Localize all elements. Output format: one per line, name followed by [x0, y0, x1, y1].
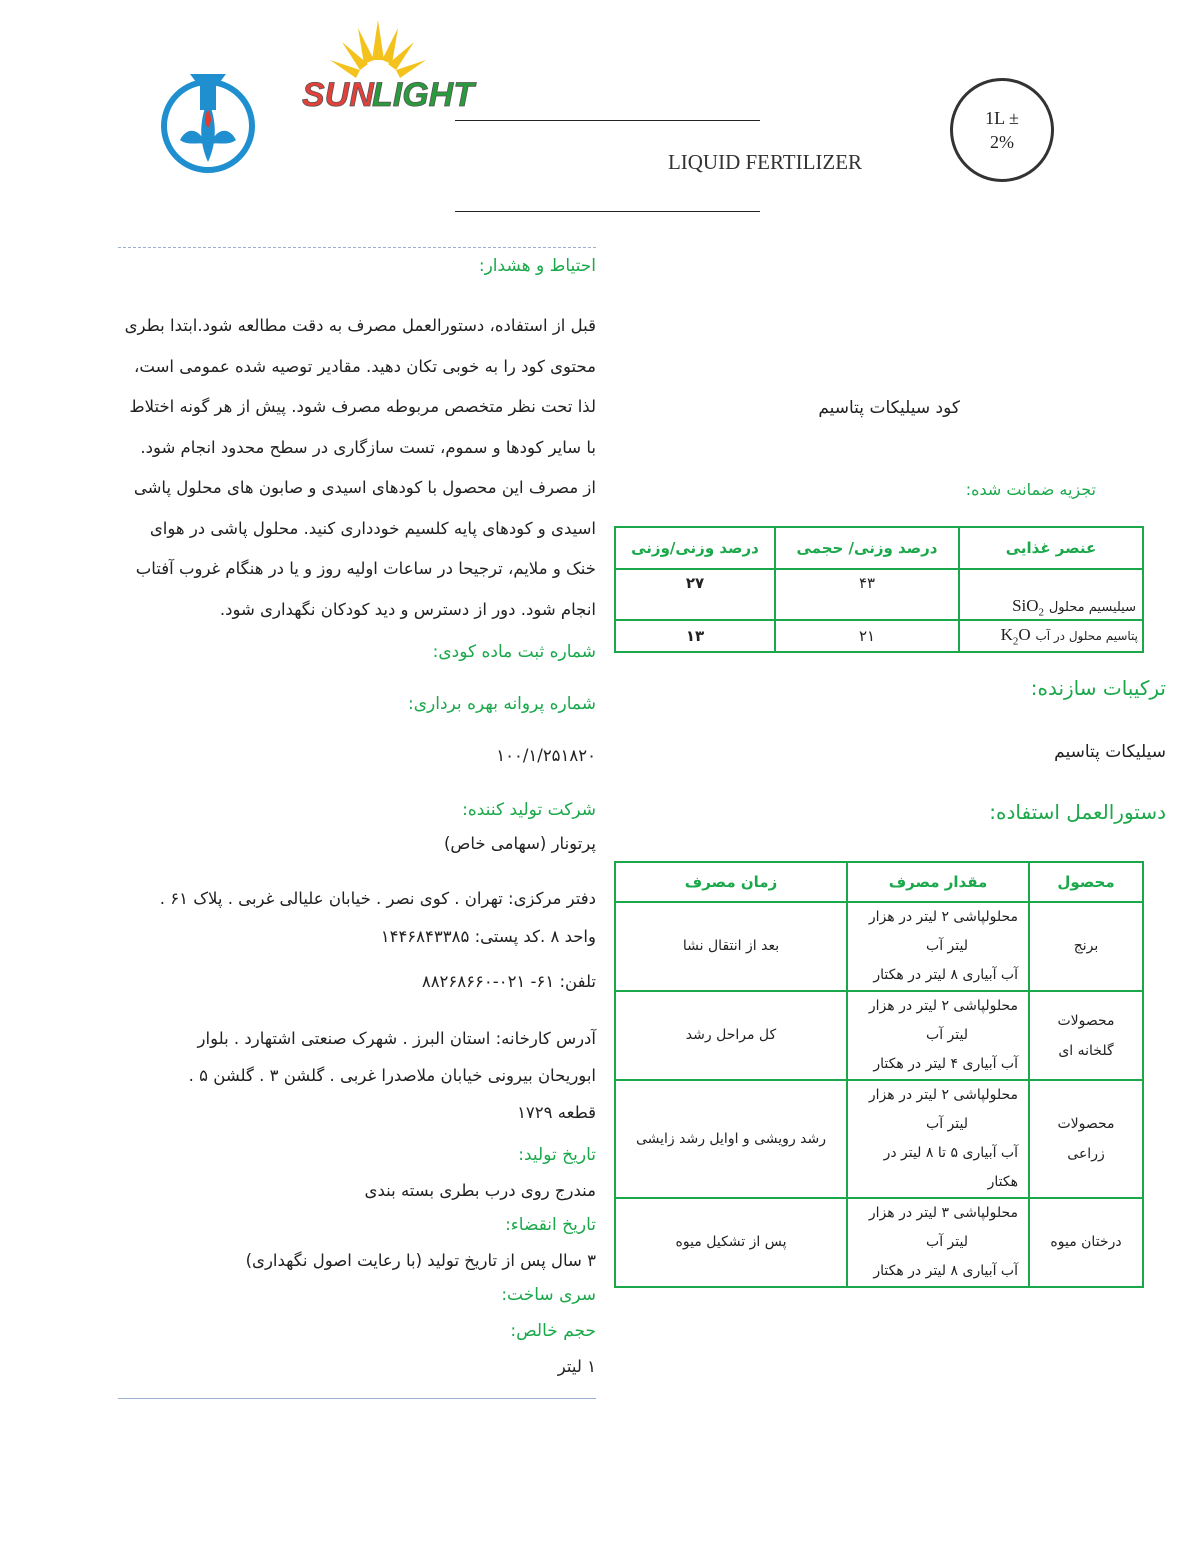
amount-cell: محلولپاشی ۲ لیتر در هزار لیتر آب آب آبیاری ۸ لیتر در هکتار — [847, 902, 1029, 991]
column-header: درصد وزنی/وزنی — [615, 527, 775, 569]
header-rule-top — [455, 120, 760, 121]
table-row — [615, 1198, 1143, 1287]
batch-heading: سری ساخت: — [501, 1285, 596, 1305]
net-volume-value: ۱ لیتر — [557, 1357, 596, 1376]
warning-line: اسیدی و کودهای پایه کلسیم خودداری کنید. محلول پاشی در هوای — [149, 518, 596, 538]
product-name: کود سیلیکات پتاسیم — [818, 398, 960, 418]
left-column — [118, 250, 596, 1391]
composition-value: سیلیکات پتاسیم — [1054, 742, 1166, 762]
production-date-heading: تاریخ تولید: — [518, 1145, 596, 1165]
left-top-divider — [118, 247, 596, 248]
manufacturer-heading: شرکت تولید کننده: — [462, 800, 596, 820]
table-row — [615, 991, 1143, 1080]
timing-cell: پس از تشکیل میوه — [615, 1198, 847, 1287]
warning-text — [118, 306, 596, 630]
composition-heading: ترکیبات سازنده: — [1030, 676, 1166, 700]
table-row — [615, 902, 1143, 991]
column-header: درصد وزنی/ حجمی — [775, 527, 959, 569]
column-header: زمان مصرف — [615, 862, 847, 902]
table-row — [615, 620, 1143, 652]
factory-line: ابوریحان بیرونی خیابان ملاصدرا غربی . گلشن ۳ . گلشن ۵ . — [188, 1066, 596, 1085]
factory-address — [118, 1020, 596, 1131]
factory-line: قطعه ۱۷۲۹ — [517, 1103, 596, 1122]
percent-ww-cell: ۱۳ — [615, 620, 775, 652]
header-rule-bottom — [455, 211, 760, 212]
crop-cell: محصولات زراعی — [1029, 1080, 1143, 1198]
volume-line-2: 2% — [990, 132, 1014, 152]
nutrient-name: سیلیسیم محلول — [1048, 599, 1136, 615]
phone-number: تلفن: ۶۱- ۰۲۱-۸۸۲۶۸۶۶۰ — [421, 972, 596, 991]
factory-line: آدرس کارخانه: استان البرز . شهرک صنعتی اشتهارد . بلوار — [197, 1029, 596, 1048]
crop-cell: درختان میوه — [1029, 1198, 1143, 1287]
amount-cell: محلولپاشی ۳ لیتر در هزار لیتر آب آب آبیاری ۸ لیتر در هکتار — [847, 1198, 1029, 1287]
nutrient-formula: SiO$_2$ — [1012, 595, 1045, 618]
amount-cell: محلولپاشی ۲ لیتر در هزار لیتر آب آب آبیاری ۴ لیتر در هکتار — [847, 991, 1029, 1080]
warning-line: لذا تحت نظر متخصص مربوطه مصرف شود. پیش از هر گونه اختلاط — [129, 397, 596, 416]
manufacturer-name: پرتونار (سهامی خاص) — [444, 834, 596, 853]
nutrient-formula: $K_2O$ — [1000, 624, 1031, 648]
license-heading: شماره پروانه بهره برداری: — [408, 694, 596, 714]
office-address — [118, 880, 596, 956]
column-header: محصول — [1029, 862, 1143, 902]
expiry-value: ۳ سال پس از تاریخ تولید (با رعایت اصول نگهداری) — [245, 1251, 596, 1270]
svg-text:LIGHT: LIGHT — [372, 76, 474, 114]
nutrient-cell — [959, 569, 1143, 620]
usage-heading: دستورالعمل استفاده: — [989, 800, 1166, 824]
volume-line-1: 1L ± — [985, 108, 1019, 128]
timing-cell: بعد از انتقال نشا — [615, 902, 847, 991]
timing-cell: رشد رویشی و اوایل رشد زایشی — [615, 1080, 847, 1198]
volume-badge — [950, 78, 1054, 182]
company-logo — [160, 70, 256, 174]
registration-heading: شماره ثبت ماده کودی: — [432, 642, 596, 662]
table-row — [615, 1080, 1143, 1198]
warning-line: خنک و ملایم، ترجیحا در ساعات اولیه روز و یا در هنگام غروب آفتاب — [135, 559, 596, 578]
percent-wv-cell: ۴۳ — [775, 569, 959, 620]
column-header: مقدار مصرف — [847, 862, 1029, 902]
office-line: دفتر مرکزی: تهران . کوی نصر . خیابان علیالی غربی . پلاک ۶۱ . — [159, 889, 596, 908]
warning-line: محتوی کود را به خوبی تکان دهید. مقادیر توصیه شده عمومی است، — [134, 356, 596, 376]
timing-cell: کل مراحل رشد — [615, 991, 847, 1080]
svg-text:SUN: SUN — [302, 76, 374, 114]
guarantee-table — [614, 526, 1144, 653]
table-header-row — [615, 527, 1143, 569]
usage-table — [614, 861, 1144, 1288]
net-volume-heading: حجم خالص: — [510, 1321, 596, 1341]
crop-cell: محصولات گلخانه ای — [1029, 991, 1143, 1080]
warning-line: انجام شود. دور از دسترس و دید کودکان نگهداری شود. — [219, 599, 596, 619]
nutrient-cell — [959, 620, 1143, 652]
production-date-value: مندرج روی درب بطری بسته بندی — [364, 1181, 596, 1200]
warning-heading: احتیاط و هشدار: — [478, 256, 596, 276]
nutrient-name: پتاسیم محلول در آب — [1035, 628, 1138, 643]
column-header: عنصر غذایی — [959, 527, 1143, 569]
sunlight-logo — [300, 20, 474, 115]
amount-cell: محلولپاشی ۲ لیتر در هزار لیتر آب آب آبیاری ۵ تا ۸ لیتر در هکتار — [847, 1080, 1029, 1198]
table-header-row — [615, 862, 1143, 902]
crop-cell: برنج — [1029, 902, 1143, 991]
table-row — [615, 569, 1143, 620]
percent-wv-cell: ۲۱ — [775, 620, 959, 652]
expiry-heading: تاریخ انقضاء: — [505, 1215, 596, 1235]
license-number: ۱۰۰/۱/۲۵۱۸۲۰ — [496, 746, 596, 765]
warning-line: قبل از استفاده، دستورالعمل مصرف به دقت مطالعه شود.ابتدا بطری — [124, 316, 596, 335]
warning-line: با سایر کودها و سموم، تست سازگاری در سطح محدود انجام شود. — [140, 437, 596, 457]
left-bottom-divider — [118, 1398, 596, 1399]
office-line: واحد ۸ .کد پستی: ۱۴۴۶۸۴۳۳۸۵ — [380, 927, 596, 946]
percent-ww-cell: ۲۷ — [615, 569, 775, 620]
product-title: LIQUID FERTILIZER — [667, 150, 863, 174]
guarantee-heading: تجزیه ضمانت شده: — [965, 480, 1096, 499]
warning-line: از مصرف این محصول با کودهای اسیدی و صابون های محلول پاشی — [133, 478, 596, 497]
